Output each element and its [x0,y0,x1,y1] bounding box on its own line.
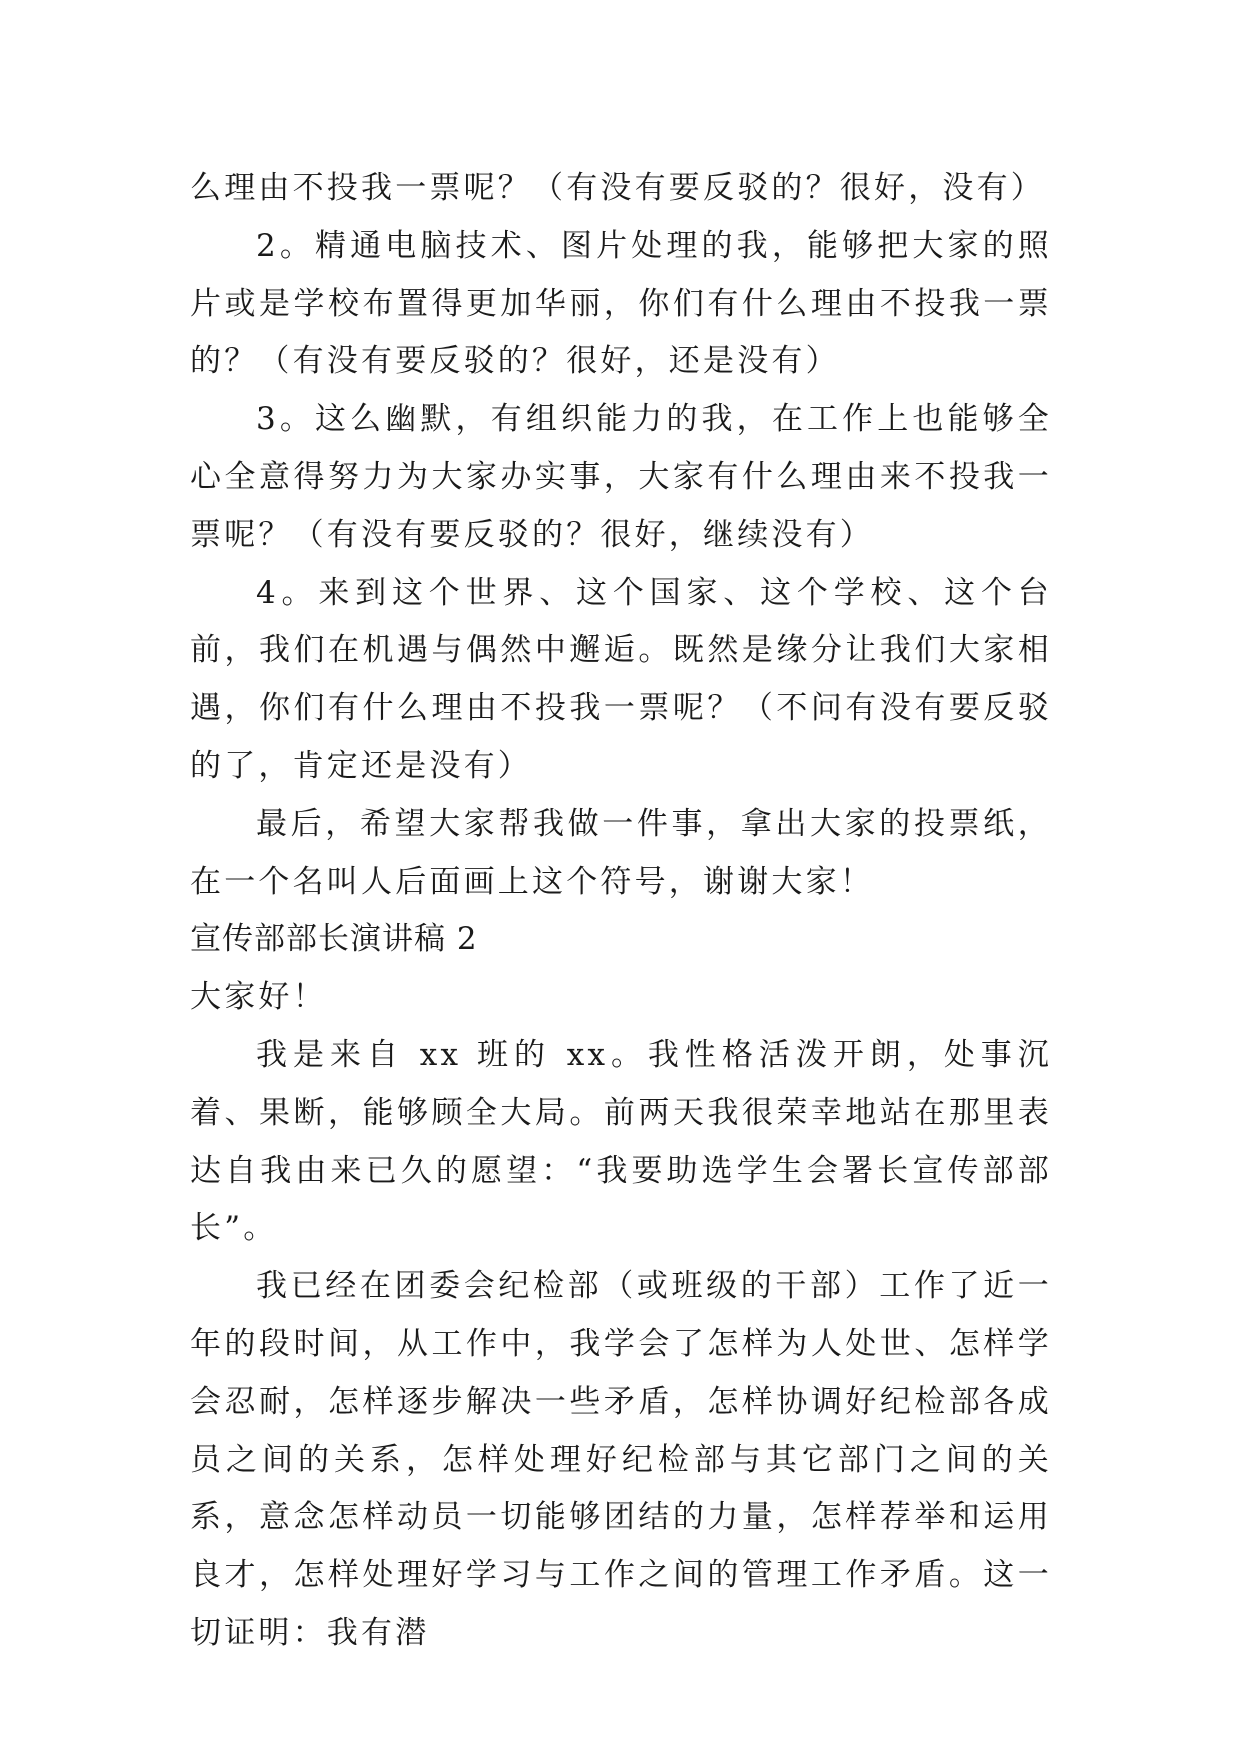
paragraph-continuation: 么理由不投我一票呢？（有没有要反驳的？很好，没有） [190,170,1045,206]
paragraph-closing: 最后，希望大家帮我做一件事，拿出大家的投票纸，在一个名叫人后面画上这个符号，谢谢大家！ [190,805,1052,900]
paragraph-point-2: 2。精通电脑技术、图片处理的我，能够把大家的照片或是学校布置得更加华丽，你们有什么理由不投我一票的？（有没有要反驳的？很好，还是没有） [190,227,1052,380]
greeting: 大家好！ [190,979,327,1016]
paragraph-experience: 我已经在团委会纪检部（或班级的干部）工作了近一年的段时间，从工作中，我学会了怎样为人处世、怎样学会忍耐，怎样逐步解决一些矛盾，怎样协调好纪检部各成员之间的关系，怎样处理好纪检部与其它部门之间的关系，意念怎样动员一切能够团结的力量，怎样荐举和运用良才，怎样处理好学习与工作之间的管理工作矛盾。这一切证明：我有潜 [190,1268,1052,1651]
section-title: 宣传部部长演讲稿 2 [190,921,478,958]
paragraph-point-4: 4。来到这个世界、这个国家、这个学校、这个台前，我们在机遇与偶然中邂逅。既然是缘分让我们大家相遇，你们有什么理由不投我一票呢？（不问有没有要反驳的了，肯定还是没有） [190,574,1052,784]
paragraph-intro: 我是来自 xx 班的 xx。我性格活泼开朗，处事沉着、果断，能够顾全大局。前两天我很荣幸地站在那里表达自我由来已久的愿望：“我要助选学生会署长宣传部部长”。 [190,1036,1052,1247]
document-page [190,160,1052,1663]
paragraph-point-3: 3。这么幽默，有组织能力的我，在工作上也能够全心全意得努力为大家办实事，大家有什么理由来不投我一票呢？（有没有要反驳的？很好，继续没有） [190,401,1052,553]
